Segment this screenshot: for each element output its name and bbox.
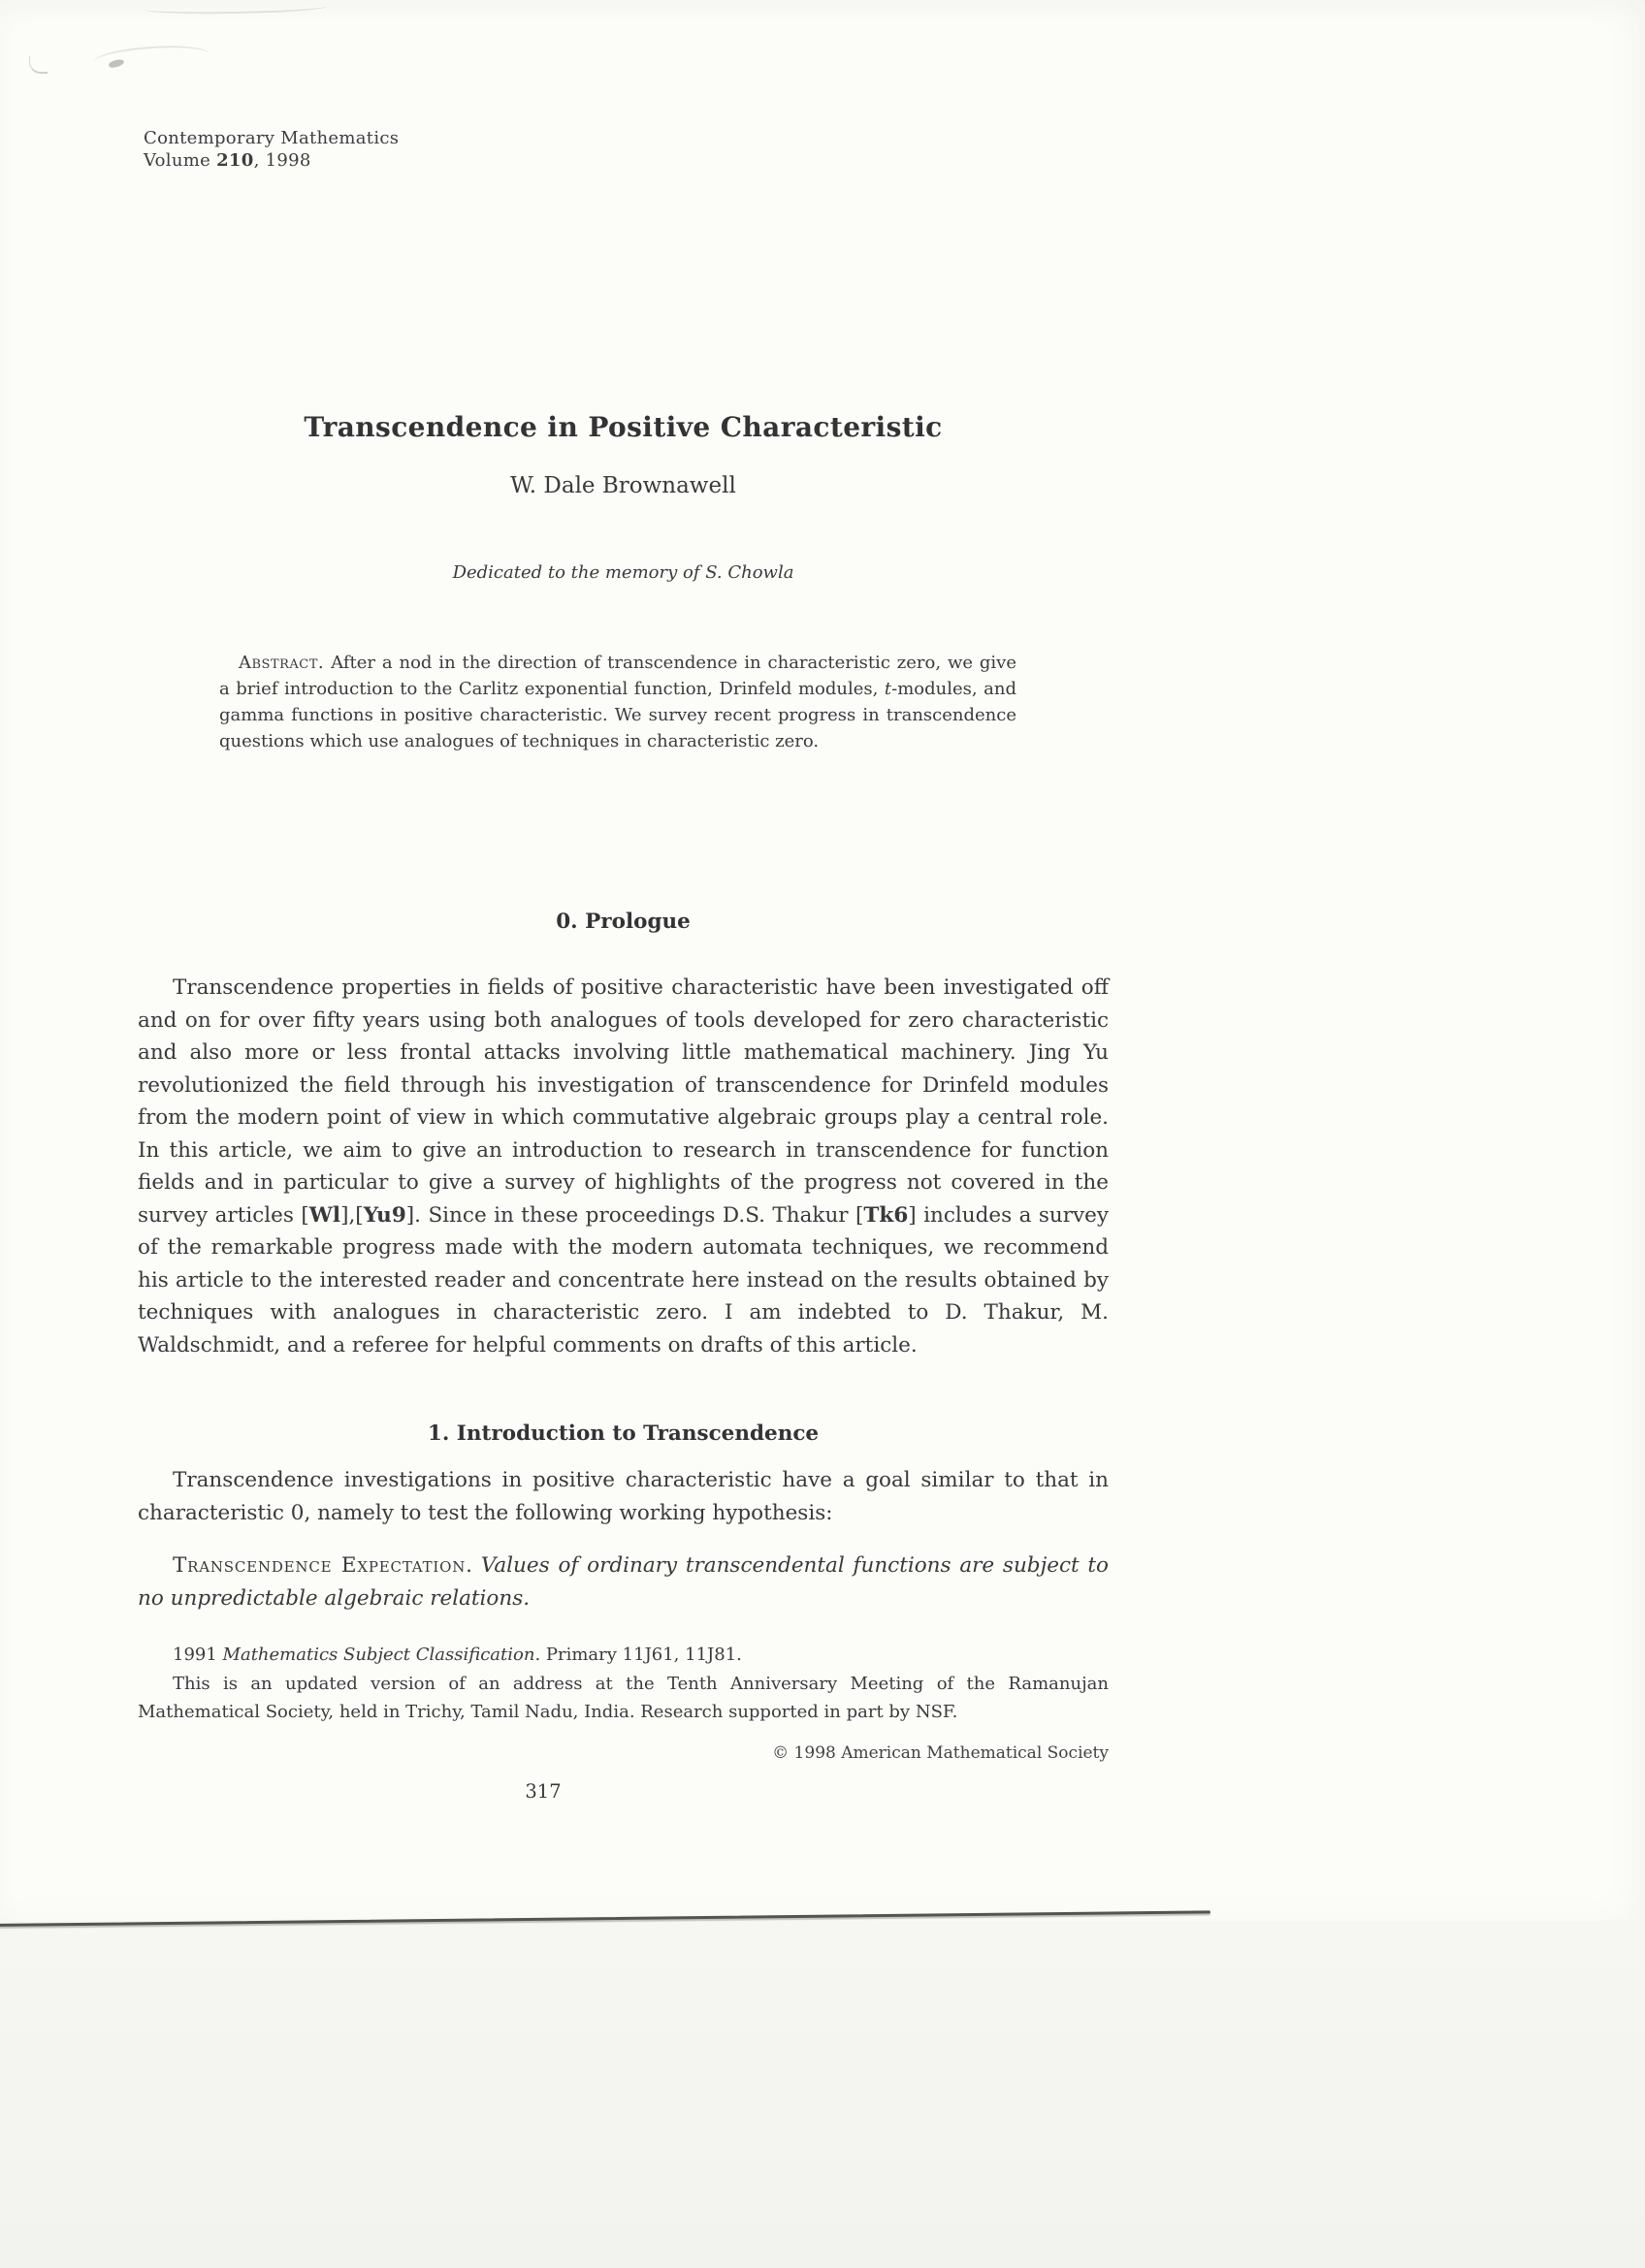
- expectation-label: Transcendence Expectation.: [173, 1553, 473, 1578]
- journal-name: Contemporary Mathematics: [144, 128, 400, 148]
- article-title: Transcendence in Positive Characteristic: [304, 411, 943, 443]
- page-number: 317: [525, 1780, 562, 1803]
- abstract-label: Abstract.: [239, 653, 325, 673]
- abstract-italic-t: t: [884, 679, 892, 699]
- section-heading-introduction: 1. Introduction to Transcendence: [427, 1421, 820, 1446]
- citation-yu9: Yu9: [363, 1202, 406, 1228]
- prologue-text-2: ]. Since in these proceedings D.S. Thakur [: [405, 1202, 864, 1228]
- introduction-paragraph: Transcendence investigations in positive characteristic have a goal similar to that in characteristic 0, namely to test the following working hypothesis:: [138, 1468, 1109, 1525]
- citation-tk6: Tk6: [863, 1202, 909, 1228]
- scanner-backdrop: [0, 1921, 1645, 2268]
- footnote-msc-suffix: Primary 11J61, 11J81.: [540, 1645, 742, 1665]
- footnote-address: This is an updated version of an address at the Tenth Anniversary Meeting of the Ramanujan Mathematical Society, held in Trichy, Tamil Nadu, India. Research supported in part by NSF.: [138, 1673, 1109, 1722]
- expectation-paragraph: [138, 1549, 1109, 1614]
- article-author: W. Dale Brownawell: [510, 473, 736, 498]
- citation-wl: Wl: [308, 1202, 341, 1228]
- abstract-text-2: -modules, and gamma functions in positive characteristic. We survey recent progress in transcendence questions which use analogues of techniques in characteristic zero.: [219, 679, 1016, 751]
- volume-number: 210: [216, 150, 254, 171]
- prologue-text-3: ] includes a survey of the remarkable progress made with the modern automata techniques, we recommend his article to the interested reader and concentrate here instead on the results obtained by techniques with analogues in characteristic zero. I am indebted to D. Thakur, M. Waldschmidt, and a referee for helpful comments on drafts of this article.: [138, 1202, 1109, 1358]
- expectation-text: Values of ordinary transcendental functions are subject to no unpredictable algebraic relations.: [138, 1553, 1110, 1611]
- abstract-paragraph: [219, 650, 1016, 754]
- journal-header: [144, 127, 399, 172]
- volume-prefix: Volume: [144, 150, 217, 171]
- footnote-msc: [138, 1641, 1109, 1670]
- section-heading-prologue: 0. Prologue: [556, 910, 691, 934]
- footnote-msc-title: Mathematics Subject Classification.: [222, 1645, 541, 1665]
- copyright-line: © 1998 American Mathematical Society: [772, 1743, 1109, 1763]
- journal-volume-line: [144, 149, 399, 172]
- footnote-msc-prefix: 1991: [173, 1645, 223, 1665]
- footnote-block: [138, 1641, 1109, 1727]
- abstract-text-1: After a nod in the direction of transcendence in characteristic zero, we give a brief introduction to the Carlitz exponential function, Drinfeld modules,: [219, 653, 1016, 699]
- volume-suffix: , 1998: [253, 150, 311, 171]
- prologue-paragraph: [138, 972, 1109, 1361]
- prologue-text-1: Transcendence properties in fields of positive characteristic have been investigated off and on for over fifty years using both analogues of tools developed for zero characteristic and also more or less frontal attacks involving little mathematical machinery. Jing Yu revolutionized the field through his investigation of transcendence for Drinfeld modules from the modern point of view in which commutative algebraic groups play a central role. In this article, we aim to give an introduction to research in transcendence for function fields and in particular to give a survey of highlights of the progress not covered in the survey articles [: [138, 975, 1109, 1228]
- article-dedication: Dedicated to the memory of S. Chowla: [452, 562, 794, 583]
- prologue-separator: ],[: [340, 1202, 364, 1228]
